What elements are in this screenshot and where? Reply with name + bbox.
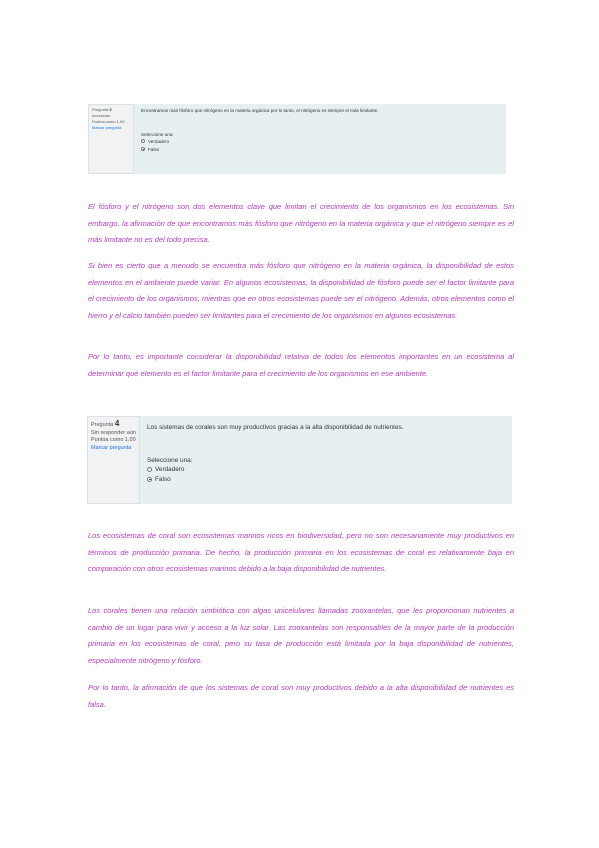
question-points: Puntúa como 1,00 xyxy=(91,437,136,443)
option-true-label: Verdadero xyxy=(155,465,185,473)
question-body xyxy=(140,416,512,504)
option-false[interactable] xyxy=(147,474,505,484)
option-false-label: Falso xyxy=(155,475,171,483)
question-text: Encontramos más fósforo que nitrógeno en la materia orgánica por lo tanto, el nitrógeno es siempre el más limitante. xyxy=(141,108,379,113)
explanation-paragraph: Si bien es cierto que a menudo se encuentra más fósforo que nitrógeno en la materia orgánica, la disponibilidad de estos elementos en el ambiente puede variar. En algunos ecosistemas, la disponibilidad de fósforo puede ser el factor limitante para el crecimiento de los organismos, mientras que en otros ecosistemas puede ser el nitrógeno. Además, otros elementos como el hierro y el calcio también pueden ser limitantes para el crecimiento de los organismos en algunos ecosistemas. xyxy=(88,261,514,320)
question-number: Pregunta 3 xyxy=(92,107,112,112)
option-false[interactable] xyxy=(141,145,499,153)
explanation-paragraph: Por lo tanto, la afirmación de que los sistemas de coral son muy productivos debido a la alta disponibilidad de nutrientes es falsa. xyxy=(88,683,514,709)
question-points: Puntúa como 1,00 xyxy=(92,119,125,124)
flag-question-link[interactable]: Marcar pregunta xyxy=(92,125,122,130)
explanation-paragraph: El fósforo y el nitrógeno son dos elementos clave que limitan el crecimiento de los organismos en los ecosistemas. Sin embargo, la afirmación de que encontramos más fósforo que nitrógeno en la materia orgánica y que el nitrógeno siempre es el más limitante no es del todo precisa. xyxy=(88,202,514,244)
option-true[interactable] xyxy=(147,464,505,474)
question-info-panel xyxy=(87,416,140,504)
explanation-paragraph: Por lo tanto, es importante considerar la disponibilidad relativa de todos los elementos importantes en un ecosistema al determinar qué elemento es el factor limitante para el crecimiento de los organismos en ese ambiente. xyxy=(88,352,514,378)
question-status: Incorrecta xyxy=(92,113,110,118)
question-status: Sin responder aún xyxy=(91,429,136,436)
explanation-paragraph: Los ecosistemas de coral son ecosistemas marinos ricos en biodiversidad, pero no son necesariamente muy productivos en términos de producción primaria. De hecho, la producción primaria en los ecosistemas de coral es relativamente baja en comparación con otros ecosistemas marinos debido a la baja disponibilidad de nutrientes. xyxy=(88,531,514,573)
quiz-question-3 xyxy=(88,104,506,174)
option-false-label: Falso xyxy=(148,146,160,152)
option-true-label: Verdadero xyxy=(148,138,170,144)
flag-question-link[interactable]: Marcar pregunta xyxy=(91,444,132,451)
radio-true[interactable] xyxy=(147,467,152,472)
radio-false[interactable] xyxy=(141,147,145,151)
question-info-panel xyxy=(88,104,134,174)
quiz-question-4 xyxy=(87,416,512,504)
answer-prompt: Seleccione una: xyxy=(147,457,193,464)
question-body xyxy=(134,104,506,174)
radio-false[interactable] xyxy=(147,477,152,482)
radio-true[interactable] xyxy=(141,139,145,143)
answer-options xyxy=(147,464,505,484)
question-number: Pregunta 4 xyxy=(91,419,120,428)
answer-options xyxy=(141,137,499,153)
question-text: Los sistemas de corales son muy productivos gracias a la alta disponibilidad de nutrientes. xyxy=(147,424,404,431)
option-true[interactable] xyxy=(141,137,499,145)
answer-prompt: Seleccione una: xyxy=(141,132,174,137)
explanation-paragraph: Los corales tienen una relación simbiótica con algas unicelulares llamadas zooxantelas, que les proporcionan nutrientes a cambio de un lugar para vivir y acceso a la luz solar. Las zooxantelas son responsables de la mayor parte de la producción primaria en los ecosistemas de coral, pero su tasa de producción está limitada por la baja disponibilidad de nutrientes, especialmente nitrógeno y fósforo. xyxy=(88,606,514,665)
